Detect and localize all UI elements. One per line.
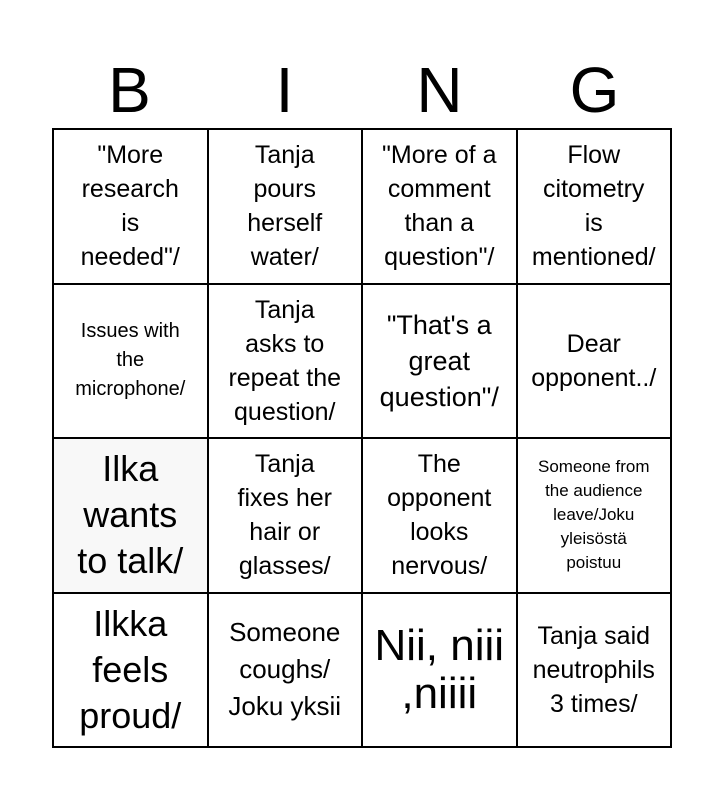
cell-text: Issues with the microphone/ xyxy=(75,320,186,401)
cell-text: Tanja said neutrophils 3 times/ xyxy=(532,621,655,718)
header-letter-i: I xyxy=(275,54,294,126)
cell-text: Tanja asks to repeat the question/ xyxy=(228,295,342,426)
cell-text: "That's a great question"/ xyxy=(379,309,499,412)
bingo-header xyxy=(52,52,672,128)
bingo-cell[interactable] xyxy=(517,284,672,439)
bingo-cell[interactable] xyxy=(208,284,363,439)
bingo-cell[interactable] xyxy=(362,593,517,748)
bingo-cell[interactable] xyxy=(53,438,208,593)
cell-text: Tanja pours herself water/ xyxy=(247,141,323,272)
cell-text: Nii, niii ,niiii xyxy=(374,620,505,718)
header-letter-b: B xyxy=(108,54,151,126)
bingo-cell[interactable] xyxy=(208,129,363,284)
bingo-cell[interactable] xyxy=(53,129,208,284)
bingo-cell[interactable] xyxy=(362,129,517,284)
bingo-cell[interactable] xyxy=(53,284,208,439)
cell-text: Tanja fixes her hair or glasses/ xyxy=(237,450,332,581)
header-letter-n: N xyxy=(416,54,463,126)
header-letter-g: G xyxy=(569,54,620,126)
bingo-cell[interactable] xyxy=(362,284,517,439)
bingo-cell[interactable] xyxy=(208,438,363,593)
cell-text: Someone from the audience leave/Joku yleisöstä poistuu xyxy=(538,457,650,573)
cell-text: Ilka wants to talk/ xyxy=(77,448,184,582)
bingo-cell[interactable] xyxy=(517,593,672,748)
cell-text: The opponent looks nervous/ xyxy=(387,450,492,581)
bingo-cell[interactable] xyxy=(208,593,363,748)
bingo-cell[interactable] xyxy=(53,593,208,748)
bingo-board xyxy=(52,128,672,748)
cell-text: Ilkka feels proud/ xyxy=(79,602,182,736)
bingo-cell[interactable] xyxy=(517,438,672,593)
cell-text: "More research is needed"/ xyxy=(80,141,180,272)
cell-text: Someone coughs/ Joku yksii xyxy=(228,617,342,722)
cell-text: Dear opponent../ xyxy=(531,329,657,392)
bingo-cell[interactable] xyxy=(362,438,517,593)
cell-text: "More of a comment than a question"/ xyxy=(382,141,497,272)
cell-text: Flow citometry is mentioned/ xyxy=(531,141,656,272)
bingo-cell[interactable] xyxy=(517,129,672,284)
